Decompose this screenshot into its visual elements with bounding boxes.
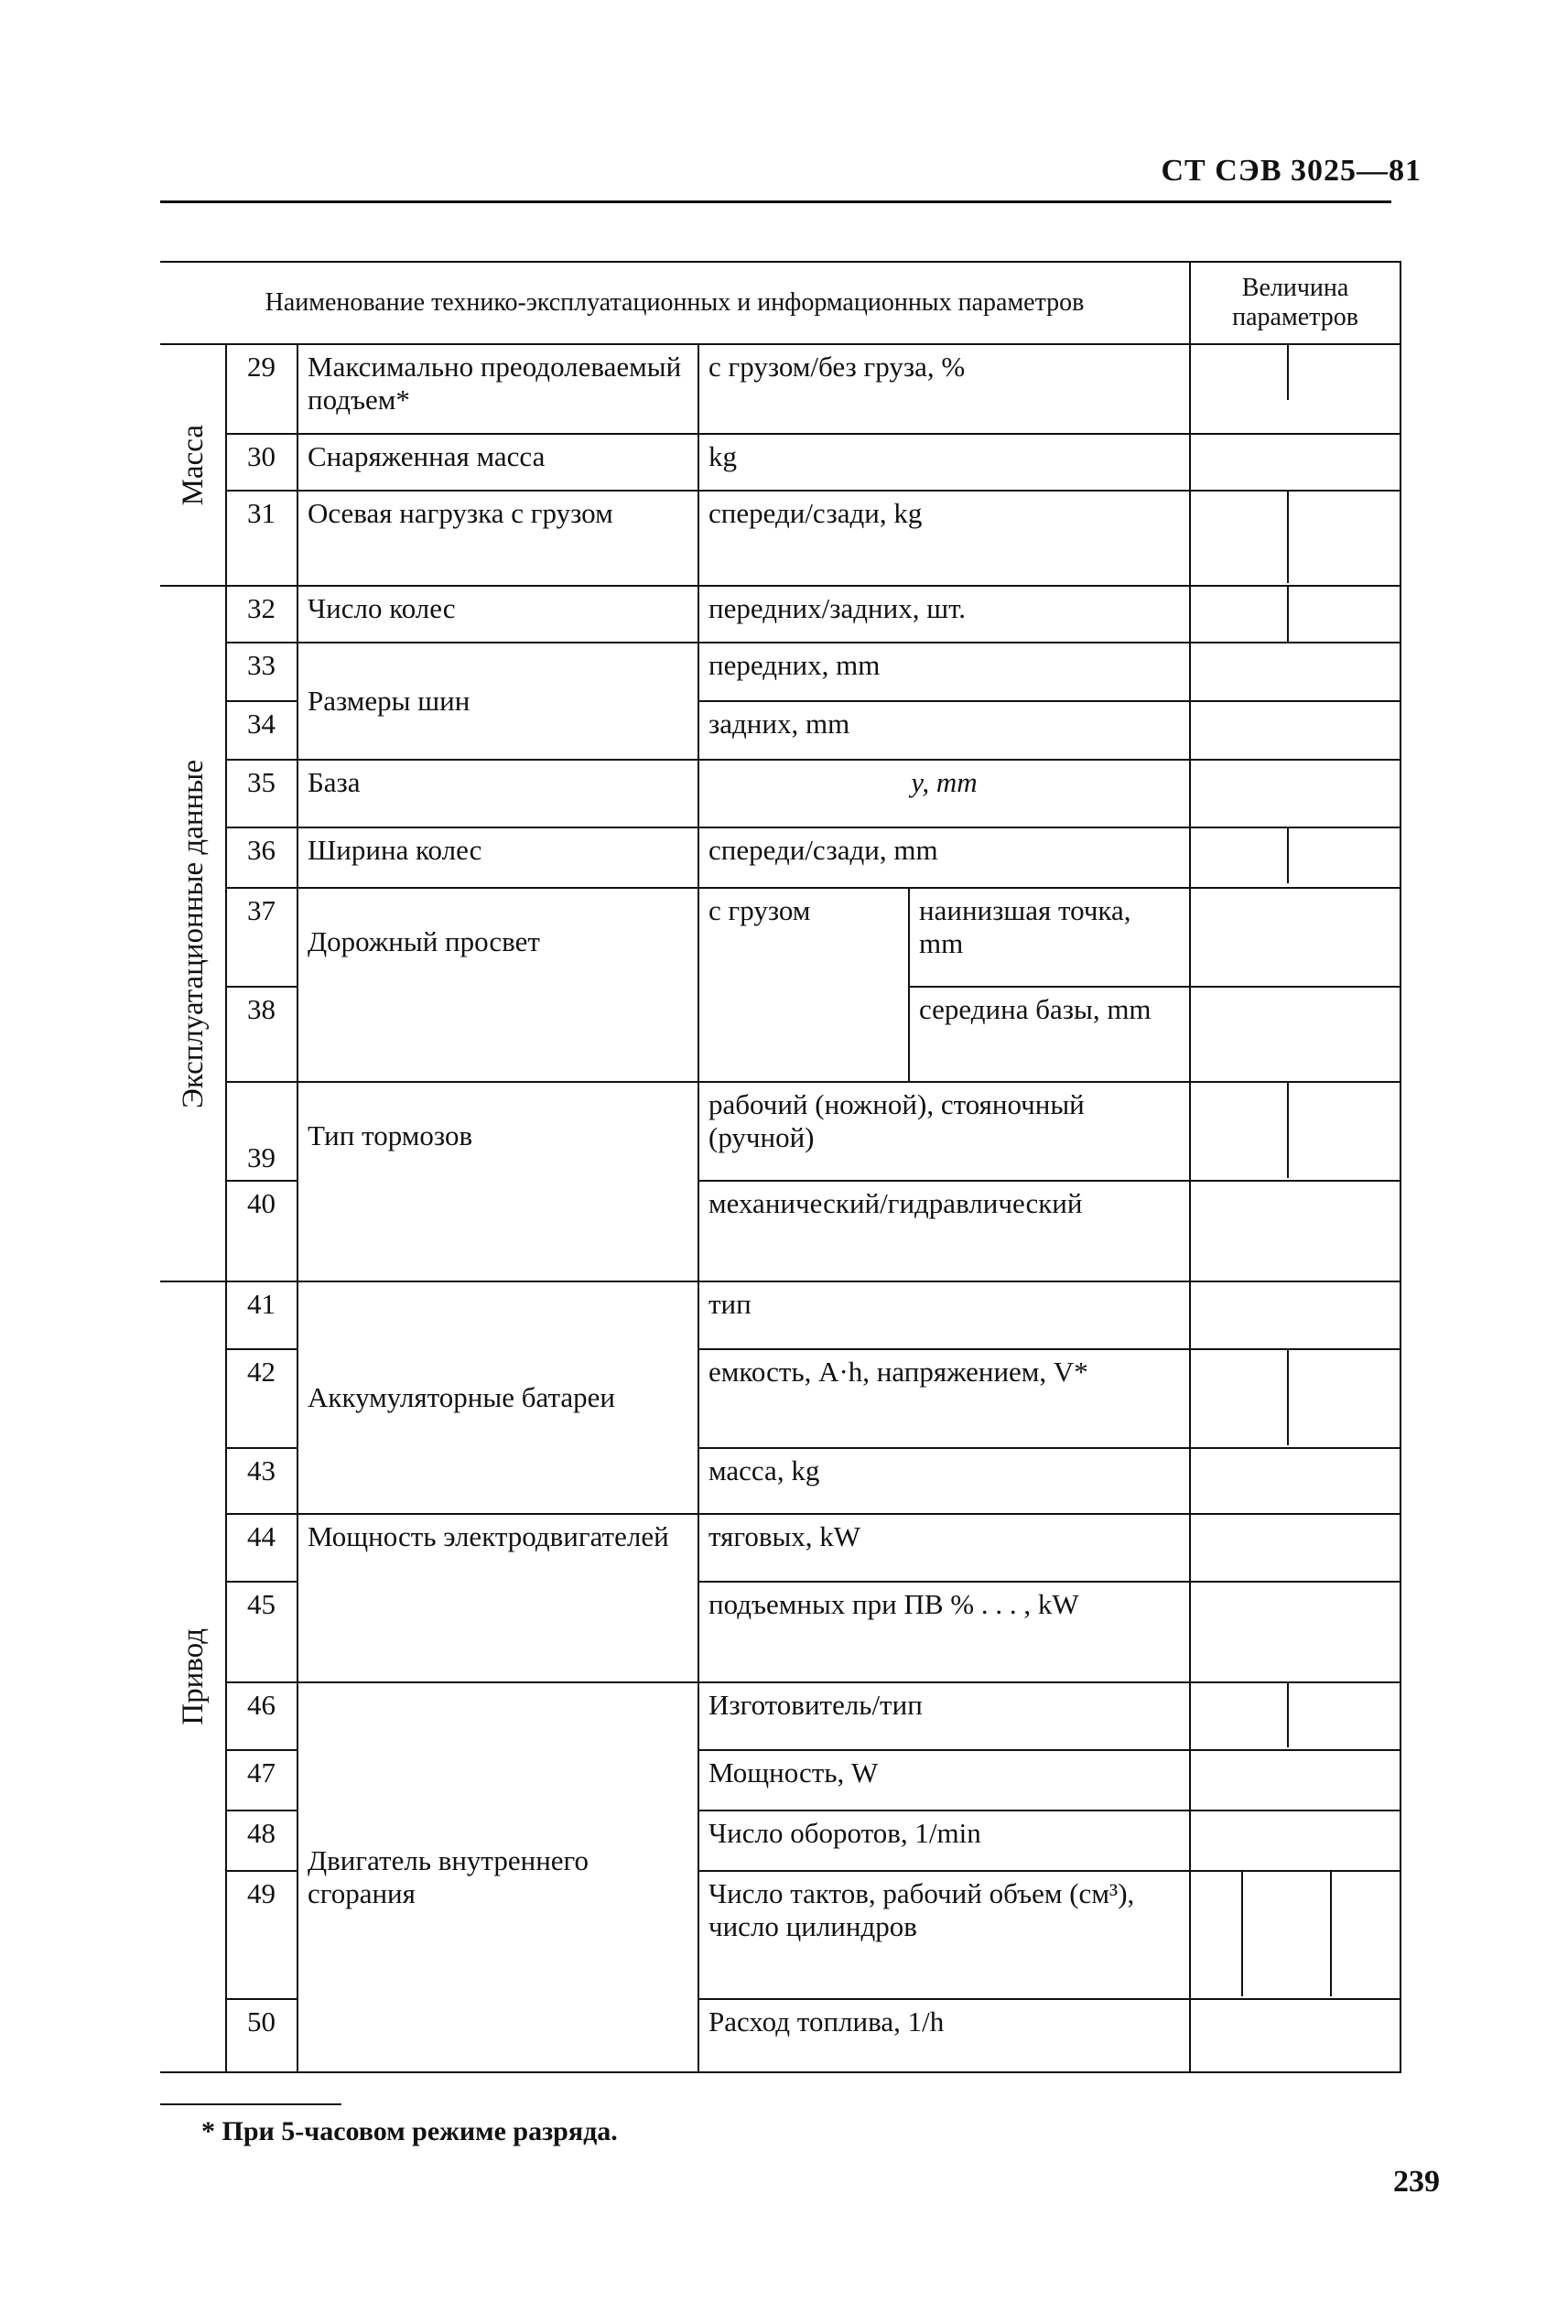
param-detail: y, mm	[698, 760, 1190, 827]
value-cell	[1190, 1181, 1400, 1281]
header-name-cell: Наименование технико-эксплуатационных и информационных параметров	[160, 262, 1190, 344]
value-cell	[1190, 1582, 1400, 1682]
table-row	[160, 344, 1400, 434]
footnote-rule	[160, 2103, 341, 2105]
param-detail: Изготовитель/тип	[698, 1682, 1190, 1750]
row-number: 30	[226, 434, 297, 491]
param-name: Число колес	[297, 586, 698, 643]
table-row	[160, 760, 1400, 827]
value-cell	[1190, 1750, 1400, 1811]
row-number: 42	[226, 1349, 297, 1448]
value-cell	[1190, 1811, 1400, 1871]
value-cell	[1190, 491, 1400, 586]
param-detail: тип	[698, 1281, 1190, 1349]
param-detail: спереди/сзади, mm	[698, 827, 1190, 888]
value-cell	[1190, 1281, 1400, 1349]
table-row	[160, 1682, 1400, 1750]
table-row	[160, 1082, 1400, 1181]
param-detail: передних, mm	[698, 643, 1190, 701]
param-detail: kg	[698, 434, 1190, 491]
row-number: 45	[226, 1582, 297, 1682]
param-name: Аккумуляторные батареи	[297, 1281, 698, 1514]
value-cell	[1190, 434, 1400, 491]
param-detail: масса, kg	[698, 1448, 1190, 1514]
row-number: 33	[226, 643, 297, 701]
page-number: 239	[1393, 2165, 1440, 2199]
table-row	[160, 827, 1400, 888]
row-number: 32	[226, 586, 297, 643]
table-row	[160, 1514, 1400, 1582]
param-name: Ширина колес	[297, 827, 698, 888]
row-number: 41	[226, 1281, 297, 1349]
table-header-row	[160, 262, 1400, 344]
param-detail: с грузом	[698, 888, 909, 1082]
row-number: 40	[226, 1181, 297, 1281]
group-label-operational: Эксплуатационные данные	[160, 586, 226, 1281]
value-cell	[1190, 1349, 1400, 1448]
param-name: Тип тормозов	[297, 1082, 698, 1281]
param-detail: с грузом/без груза, %	[698, 344, 1190, 434]
footnote: * При 5-часовом режиме разряда.	[201, 2116, 618, 2146]
param-detail: подъемных при ПВ % . . . , kW	[698, 1582, 1190, 1682]
table-row	[160, 643, 1400, 701]
param-name: Максимально преодолеваемый подъем*	[297, 344, 698, 434]
param-detail: тяговых, kW	[698, 1514, 1190, 1582]
param-detail: спереди/сзади, kg	[698, 491, 1190, 586]
row-number: 48	[226, 1811, 297, 1871]
row-number: 38	[226, 987, 297, 1082]
row-number: 34	[226, 701, 297, 760]
row-number: 36	[226, 827, 297, 888]
row-number: 39	[226, 1082, 297, 1181]
table-row	[160, 586, 1400, 643]
table-row	[160, 1281, 1400, 1349]
param-detail: задних, mm	[698, 701, 1190, 760]
value-cell	[1190, 888, 1400, 987]
row-number: 37	[226, 888, 297, 987]
param-subdetail: наинизшая точка, mm	[909, 888, 1190, 987]
table-row	[160, 434, 1400, 491]
param-detail: механический/гидравлический	[698, 1181, 1190, 1281]
row-number: 47	[226, 1750, 297, 1811]
param-name: Мощность электродвигателей	[297, 1514, 698, 1682]
param-name: Снаряженная масса	[297, 434, 698, 491]
value-cell	[1190, 760, 1400, 827]
value-cell	[1190, 344, 1400, 434]
param-name: База	[297, 760, 698, 827]
value-cell	[1190, 987, 1400, 1082]
param-name: Размеры шин	[297, 643, 698, 760]
param-detail: рабочий (ножной), стояночный (ручной)	[698, 1082, 1190, 1181]
row-number: 31	[226, 491, 297, 586]
param-detail: Мощность, W	[698, 1750, 1190, 1811]
value-cell	[1190, 827, 1400, 888]
row-number: 49	[226, 1871, 297, 1999]
table-row	[160, 491, 1400, 586]
row-number: 44	[226, 1514, 297, 1582]
document-code: СТ СЭВ 3025—81	[1161, 154, 1422, 188]
param-detail: Число оборотов, 1/min	[698, 1811, 1190, 1871]
param-detail: Число тактов, рабочий объем (см³), число цилиндров	[698, 1871, 1190, 1999]
value-cell	[1190, 1514, 1400, 1582]
value-cell	[1190, 701, 1400, 760]
value-cell	[1190, 1999, 1400, 2072]
value-cell	[1190, 1682, 1400, 1750]
value-cell	[1190, 1448, 1400, 1514]
value-cell	[1190, 586, 1400, 643]
row-number: 46	[226, 1682, 297, 1750]
param-name: Осевая нагрузка с грузом	[297, 491, 698, 586]
param-detail: передних/задних, шт.	[698, 586, 1190, 643]
group-label-drive: Привод	[160, 1281, 226, 2072]
param-name: Дорожный просвет	[297, 888, 698, 1082]
row-number: 35	[226, 760, 297, 827]
header-rule	[160, 200, 1391, 203]
value-cell	[1190, 1871, 1400, 1999]
value-cell	[1190, 643, 1400, 701]
table-row	[160, 888, 1400, 987]
row-number: 29	[226, 344, 297, 434]
param-detail: емкость, A·h, напряжением, V*	[698, 1349, 1190, 1448]
header-value-cell: Величина параметров	[1190, 262, 1400, 344]
param-name: Двигатель внутреннего сгорания	[297, 1682, 698, 2072]
param-subdetail: середина базы, mm	[909, 987, 1190, 1082]
row-number: 50	[226, 1999, 297, 2072]
param-detail: Расход топлива, 1/h	[698, 1999, 1190, 2072]
group-label-mass: Масса	[160, 344, 226, 586]
value-cell	[1190, 1082, 1400, 1181]
parameters-table	[160, 261, 1401, 2073]
row-number: 43	[226, 1448, 297, 1514]
